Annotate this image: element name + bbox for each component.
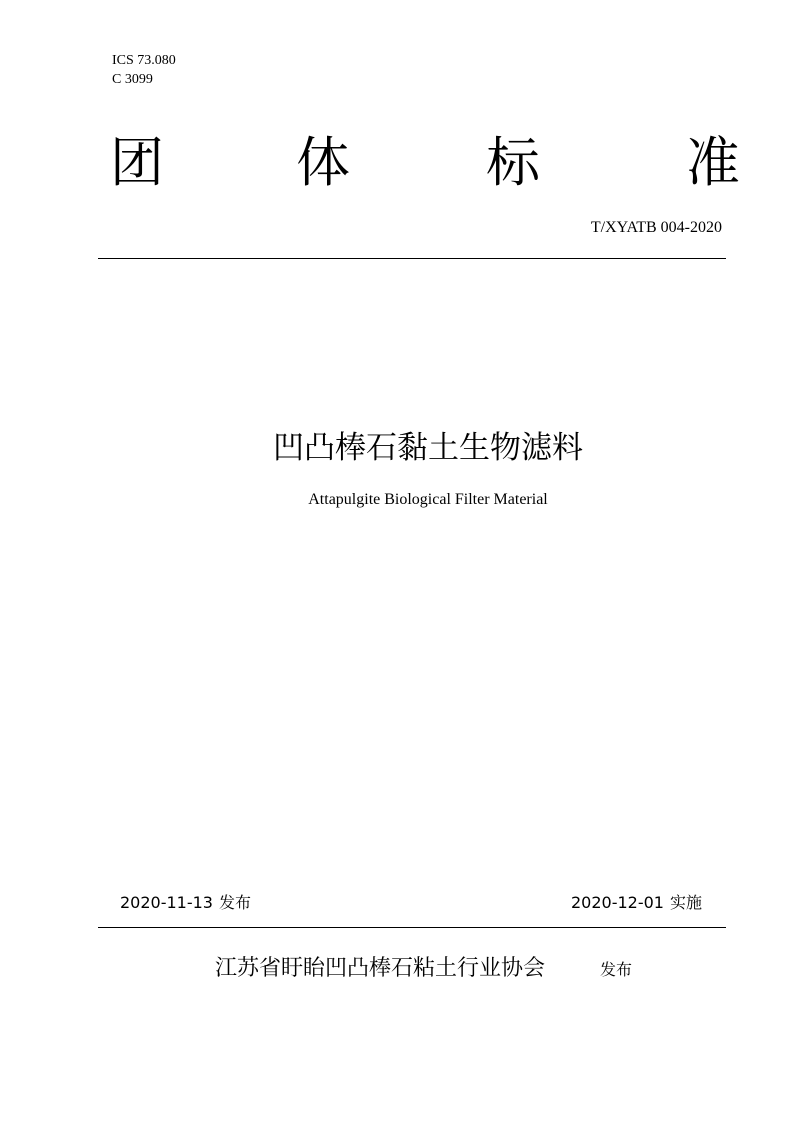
standard-code: T/XYATB 004-2020 [590,219,722,236]
footer-divider [98,927,726,928]
document-title-chinese: 凹凸棒石黏土生物滤料 [273,430,583,466]
banner-char-4: 准 [686,131,740,194]
header-divider [98,258,726,259]
banner-char-2: 体 [296,131,350,194]
banner-char-1: 团 [110,131,164,194]
effective-date-line [571,893,702,913]
publish-date-line [120,893,251,913]
ccs-code: C 3099 [112,72,153,87]
publish-label: 发布 [218,893,251,912]
effective-label: 实施 [669,893,702,912]
banner-char-3: 标 [486,131,540,194]
issuer-suffix: 发布 [600,960,633,979]
publish-date: 2020-11-13 [120,893,213,912]
ics-code: ICS 73.080 [112,53,176,68]
effective-date: 2020-12-01 [571,893,664,912]
document-title-english: Attapulgite Biological Filter Material [308,491,548,508]
issuer-name: 江苏省盱眙凹凸棒石粘土行业协会 [215,956,546,981]
